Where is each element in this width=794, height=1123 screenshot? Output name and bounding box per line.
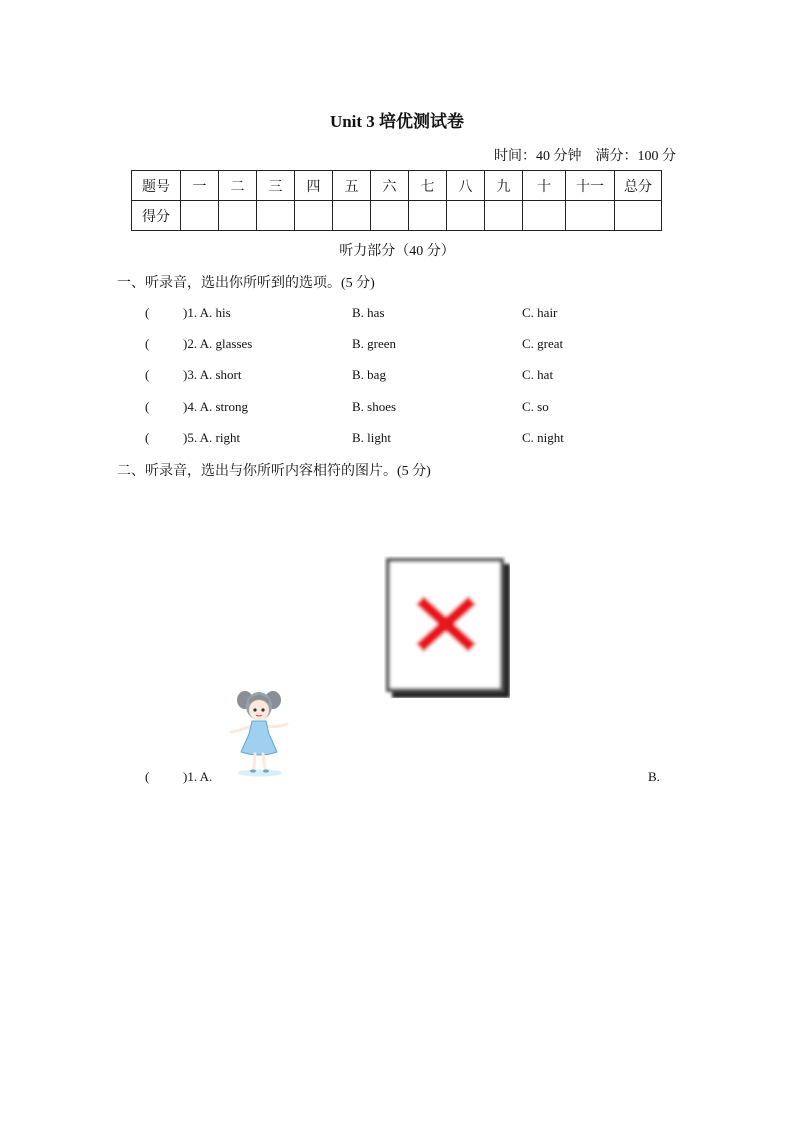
option-c: C. so	[522, 399, 549, 414]
broken-image-icon	[384, 556, 510, 698]
score-cell[interactable]	[615, 201, 662, 231]
option-b: B. green	[352, 336, 397, 351]
option-a-label: )1. A.	[183, 769, 213, 784]
score-label: 满分：100 分	[595, 149, 676, 164]
option-c: C. night	[522, 430, 564, 445]
header-cell: 九	[485, 171, 523, 201]
option-b: B. bag	[352, 367, 386, 382]
header-cell: 六	[371, 171, 409, 201]
score-table-score-row	[132, 201, 662, 231]
option-a: )2. A. glasses	[183, 336, 253, 351]
score-cell[interactable]	[447, 201, 485, 231]
score-cell[interactable]	[523, 201, 566, 231]
score-cell[interactable]	[181, 201, 219, 231]
header-cell: 四	[295, 171, 333, 201]
question-2-heading: 二、听录音，选出与你所听内容相符的图片。(5 分)	[117, 464, 431, 479]
score-cell[interactable]	[257, 201, 295, 231]
option-c: C. hair	[522, 305, 558, 320]
option-a: )3. A. short	[183, 367, 242, 382]
header-cell: 十一	[566, 171, 615, 201]
score-row-label: 得分	[132, 201, 181, 231]
score-table-header-row	[132, 171, 662, 201]
option-c: C. great	[522, 336, 564, 351]
answer-blank[interactable]: (	[145, 305, 150, 320]
answer-blank[interactable]: (	[145, 367, 150, 382]
time-label: 时间：40 分钟	[494, 149, 582, 164]
answer-blank[interactable]: (	[145, 430, 150, 445]
score-cell[interactable]	[333, 201, 371, 231]
score-cell[interactable]	[485, 201, 523, 231]
header-cell: 五	[333, 171, 371, 201]
header-cell: 题号	[132, 171, 181, 201]
score-cell[interactable]	[219, 201, 257, 231]
option-a: )4. A. strong	[183, 399, 248, 414]
header-cell: 八	[447, 171, 485, 201]
girl-dancing-illustration	[227, 686, 291, 778]
section-title: 听力部分（40 分）	[339, 244, 455, 259]
answer-blank[interactable]: (	[145, 769, 150, 784]
option-b: B. has	[352, 305, 385, 320]
option-a: )1. A. his	[183, 305, 231, 320]
score-cell[interactable]	[371, 201, 409, 231]
option-b: B. shoes	[352, 399, 397, 414]
option-b-label: B.	[648, 769, 660, 784]
score-cell[interactable]	[409, 201, 447, 231]
header-cell: 二	[219, 171, 257, 201]
header-cell: 七	[409, 171, 447, 201]
page-title: Unit 3 培优测试卷	[329, 112, 465, 131]
time-score-line	[480, 145, 676, 165]
option-b: B. light	[352, 430, 392, 445]
answer-blank[interactable]: (	[145, 336, 150, 351]
option-c: C. hat	[522, 367, 554, 382]
score-cell[interactable]	[295, 201, 333, 231]
header-cell: 十	[523, 171, 566, 201]
score-table	[131, 170, 662, 231]
header-cell: 总分	[615, 171, 662, 201]
header-cell: 一	[181, 171, 219, 201]
option-a: )5. A. right	[183, 430, 241, 445]
score-cell[interactable]	[566, 201, 615, 231]
answer-blank[interactable]: (	[145, 399, 150, 414]
question-1-heading: 一、听录音，选出你所听到的选项。(5 分)	[117, 276, 375, 291]
header-cell: 三	[257, 171, 295, 201]
